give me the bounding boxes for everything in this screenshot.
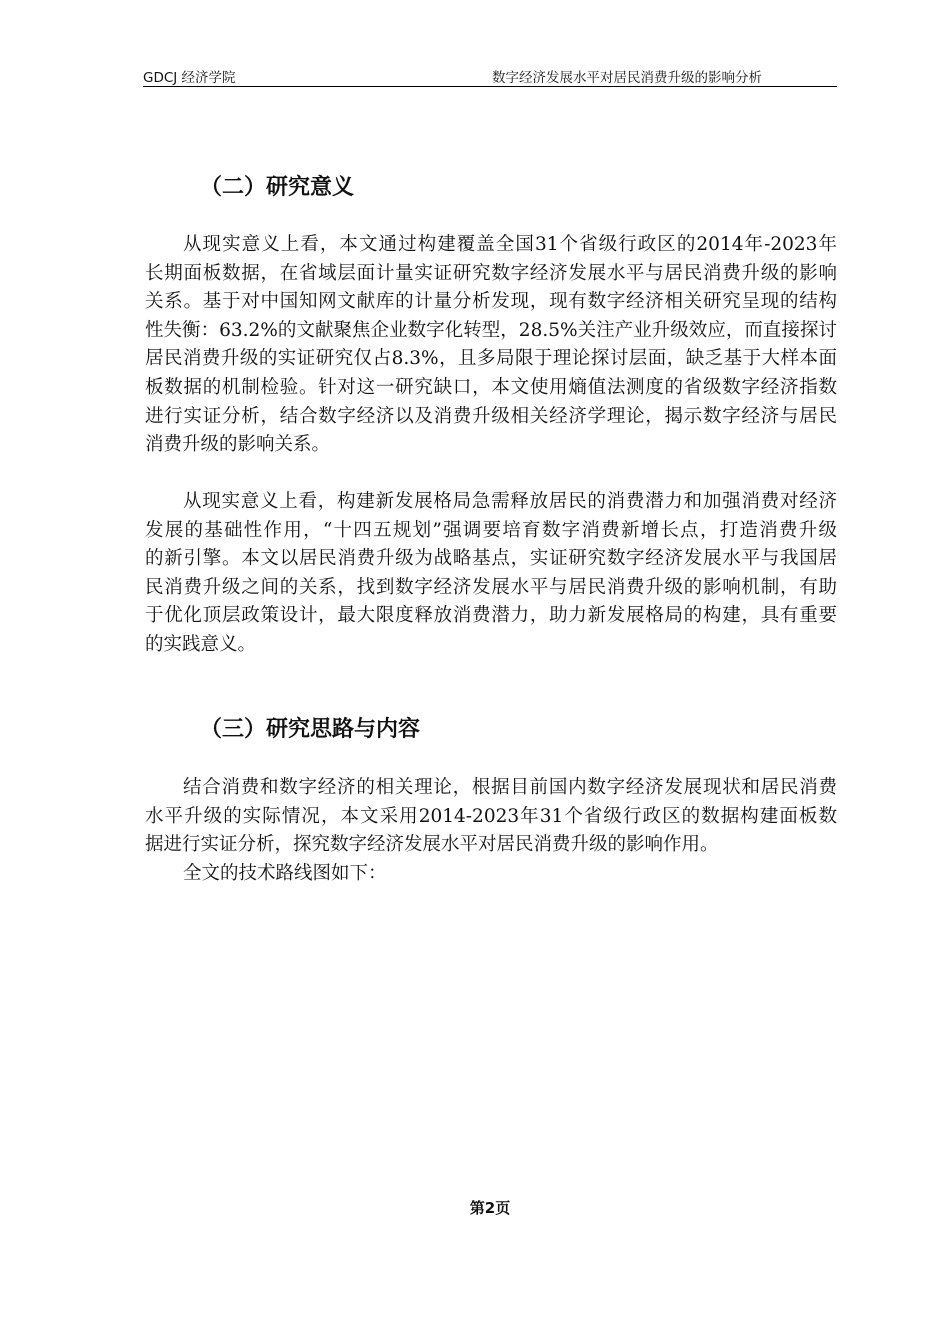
section-heading: （三）研究思路与内容 xyxy=(200,717,421,742)
header-left: GDCJ 经济学院 xyxy=(143,70,236,86)
text-line: 全文的技术路线图如下： xyxy=(183,863,387,884)
text-line: 于优化顶层政策设计，最大限度释放消费潜力，助力新发展格局的构建，具有重要 xyxy=(145,605,837,627)
header-title: 数字经济发展水平对居民消费升级的影响分析 xyxy=(492,70,762,86)
text-line: 消费升级的影响关系。 xyxy=(145,434,331,456)
text-line: 的新引擎。本文以居民消费升级为战略基点，实证研究数字经济发展水平与我国居 xyxy=(145,548,837,570)
text-line: 民消费升级之间的关系，找到数字经济发展水平与居民消费升级的影响机制，有助 xyxy=(145,576,837,598)
page-number: 第2页 xyxy=(469,1199,511,1217)
text-line: 从现实意义上看，本文通过构建覆盖全国31个省级行政区的2014年-2023年 xyxy=(183,234,837,255)
text-line: 居民消费升级的实证研究仅占8.3%，且多局限于理论探讨层面，缺乏基于大样本面 xyxy=(145,348,837,370)
text-line: 据进行实证分析，探究数字经济发展水平对居民消费升级的影响作用。 xyxy=(145,834,719,856)
paragraph xyxy=(145,488,837,660)
text-line: 长期面板数据，在省域层面计量实证研究数字经济发展水平与居民消费升级的影响 xyxy=(145,262,837,284)
paragraph xyxy=(145,860,837,889)
text-line: 发展的基础性作用，“十四五规划”强调要培育数字消费新增长点，打造消费升级 xyxy=(145,519,837,541)
text-line: 性失衡：63.2%的文献聚焦企业数字化转型，28.5%关注产业升级效应，而直接探讨 xyxy=(145,319,837,341)
text-line: 板数据的机制检验。针对这一研究缺口，本文使用熵值法测度的省级数字经济指数 xyxy=(145,376,837,398)
text-line: 进行实证分析，结合数字经济以及消费升级相关经济学理论，揭示数字经济与居民 xyxy=(145,405,837,427)
header-rule xyxy=(143,86,837,87)
text-line: 从现实意义上看，构建新发展格局急需释放居民的消费潜力和加强消费对经济 xyxy=(183,491,837,512)
paragraph xyxy=(145,231,837,460)
text-line: 结合消费和数字经济的相关理论，根据目前国内数字经济发展现状和居民消费 xyxy=(183,777,837,798)
section-heading: （二）研究意义 xyxy=(200,175,355,200)
text-line: 水平升级的实际情况，本文采用2014-2023年31个省级行政区的数据构建面板数 xyxy=(145,805,837,827)
paragraph xyxy=(145,774,837,860)
text-line: 的实践意义。 xyxy=(145,633,257,655)
text-line: 关系。基于对中国知网文献库的计量分析发现，现有数字经济相关研究呈现的结构 xyxy=(145,291,837,313)
